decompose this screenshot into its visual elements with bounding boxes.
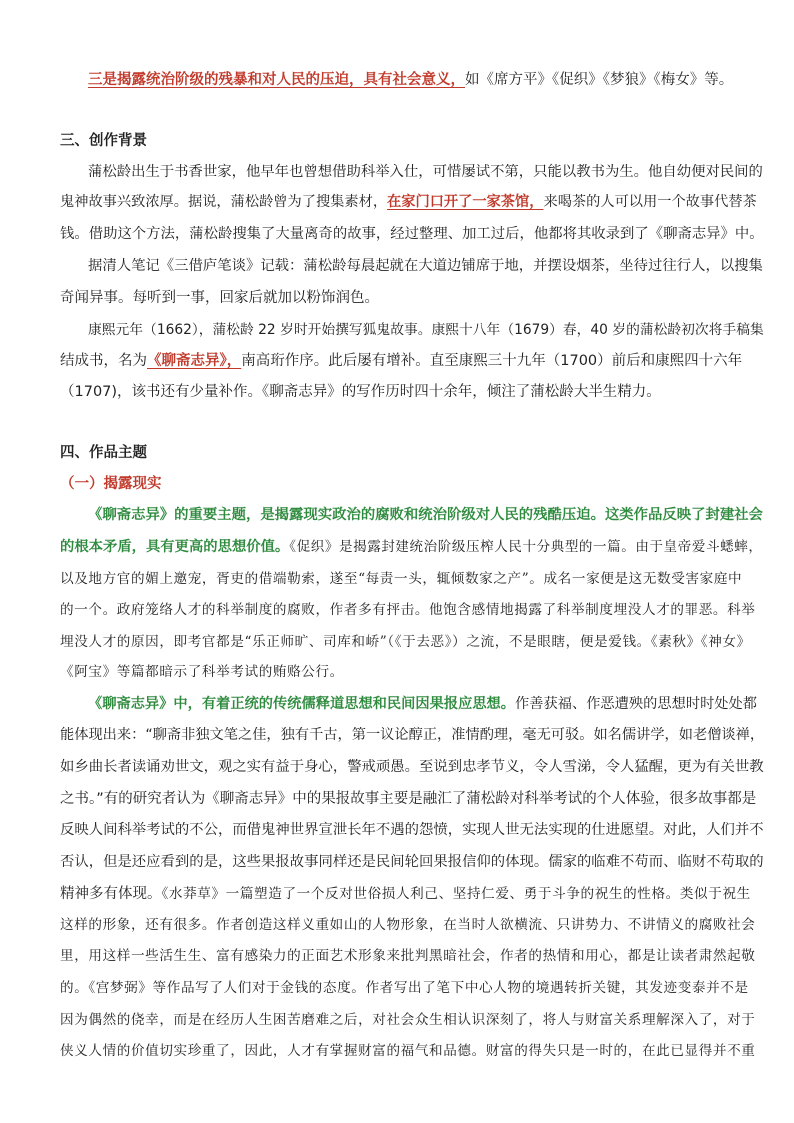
section-heading-themes: 四、作品主题	[60, 445, 147, 461]
section-heading-background: 三、创作背景	[60, 133, 147, 149]
paragraph-line: 结成书，名为《聊斋志异》，南高珩作序。此后屡有增补。直至康熙三十九年（1700）前后和康熙四十六年	[60, 353, 743, 369]
paragraph-line: 的一个。政府笼络人才的科举制度的腐败，作者多有抨击。他饱含感情地揭露了科举制度埋没人才的罪恶。科举	[60, 602, 756, 618]
paragraph-line: 能体现出来：“聊斋非独文笔之佳，独有千古，第一议论醇正，准情酌理，毫无可驳。如名儒讲学，如老僧谈禅，	[60, 727, 765, 743]
paragraph-line: 奇闻异事。每听到一事，回家后就加以粉饰润色。	[60, 290, 379, 306]
paragraph-line: 的根本矛盾，具有更高的思想价值。《促织》是揭露封建统治阶级压榨人民十分典型的一篇。由于皇帝爱斗蟋蟀，	[60, 539, 763, 555]
paragraph-line: 如乡曲长者读诵劝世文，观之实有益于身心，警戒顽愚。至说到忠孝节义，令人雪涕，令人猛醒，更为有关世教	[60, 759, 764, 775]
emphasis-red: 三是揭露统治阶级的残暴和对人民的压迫，具有社会意义，	[88, 72, 465, 88]
paragraph-line: 钱。借助这个方法，蒲松龄搜集了大量离奇的故事，经过整理、加工过后，他都将其收录到了《聊斋志异》中。	[60, 226, 764, 242]
paragraph-line: 据清人笔记《三借庐笔谈》记载：蒲松龄每晨起就在大道边铺席于地，并摆设烟茶，坐待过往行人，以搜集	[88, 258, 763, 274]
paragraph-line: 里，用这样一些活生生、富有感染力的正面艺术形象来批判黑暗社会，作者的热情和用心，都是让读者肃然起敬	[60, 948, 756, 964]
emphasis-red: 在家门口开了一家茶馆，	[387, 194, 544, 210]
paragraph-line: 这样的形象，还有很多。作者创造这样义重如山的人物形象，在当时人欲横流、只讲势力、不讲情义的腐败社会	[60, 917, 756, 933]
paragraph-line: 因为偶然的侥幸，而是在经历人生困苦磨难之后，对社会众生相认识深刻了，将人与财富关系理解深入了，对于	[60, 1012, 756, 1028]
paragraph-line: 鬼神故事兴致浓厚。据说，蒲松龄曾为了搜集素材，在家门口开了一家茶馆，来喝茶的人可以用一个故事代替茶	[60, 194, 757, 210]
paragraph-line: 《阿宝》等篇都暗示了科举考试的贿赂公行。	[60, 664, 344, 680]
paragraph-line: 精神多有体现。《水莽草》一篇塑造了一个反对世俗损人利己、坚持仁爱、勇于斗争的祝生的性格。类似于祝生	[60, 886, 751, 902]
intro-rest: 如《席方平》《促织》《梦狼》《梅女》等。	[465, 72, 734, 88]
paragraph-line: 康熙元年（1662），蒲松龄 22 岁时开始撰写狐鬼故事。康熙十八年（1679）春，40 岁的蒲松龄初次将手稿集	[88, 322, 764, 338]
emphasis-red: 《聊斋志异》，	[147, 353, 242, 369]
paragraph-line: 之书。”有的研究者认为《聊斋志异》中的果报故事主要是融汇了蒲松龄对科举考试的个人体验，很多故事都是	[60, 791, 757, 807]
paragraph-line: 反映人间科举考试的不公，而借鬼神世界宣泄长年不遇的怨愤，实现人世无法实现的仕进愿望。对此，人们并不	[60, 822, 764, 838]
intro-line	[88, 70, 733, 90]
paragraph-line: 蒲松龄出生于书香世家，他早年也曾想借助科举入仕，可惜屡试不第，只能以教书为生。他自幼便对民间的	[88, 164, 763, 180]
subsection-heading: （一）揭露现实	[60, 476, 162, 492]
paragraph-line: 侠义人情的价值切实珍重了，因此，人才有掌握财富的福气和品德。财富的得失只是一时的，在此已显得并不重	[60, 1043, 756, 1059]
paragraph-line: 以及地方官的媚上邀宠，胥吏的借端勒索，遂至“每责一头，辄倾数家之产”。成名一家便是这无数受害家庭中	[60, 571, 743, 587]
paragraph-line: 埋没人才的原因，即考官都是“乐正师旷、司库和峤”（《于去恶》）之流，不是眼瞎，便是爱钱。《素秋》《神女》	[60, 634, 751, 650]
paragraph-line: 否认，但是还应看到的是，这些果报故事同样还是民间轮回果报信仰的体现。儒家的临难不苟而、临财不苟取的	[60, 854, 764, 870]
paragraph-line: （1707)，该书还有少量补作。《聊斋志异》的写作历时四十余年，倾注了蒲松龄大半生精力。	[60, 384, 661, 400]
emphasis-green-line: 《聊斋志异》的重要主题，是揭露现实政治的腐败和统治阶级对人民的残酷压迫。这类作品反映了封建社会	[88, 507, 763, 523]
paragraph-line: 《聊斋志异》中，有着正统的传统儒释道思想和民间因果报应思想。作善获福、作恶遭殃的思想时时处处都	[88, 696, 758, 712]
paragraph-line: 的。《宫梦弼》等作品写了人们对于金钱的态度。作者写出了笔下中心人物的境遇转折关键，其发迹变泰并不是	[60, 980, 749, 996]
